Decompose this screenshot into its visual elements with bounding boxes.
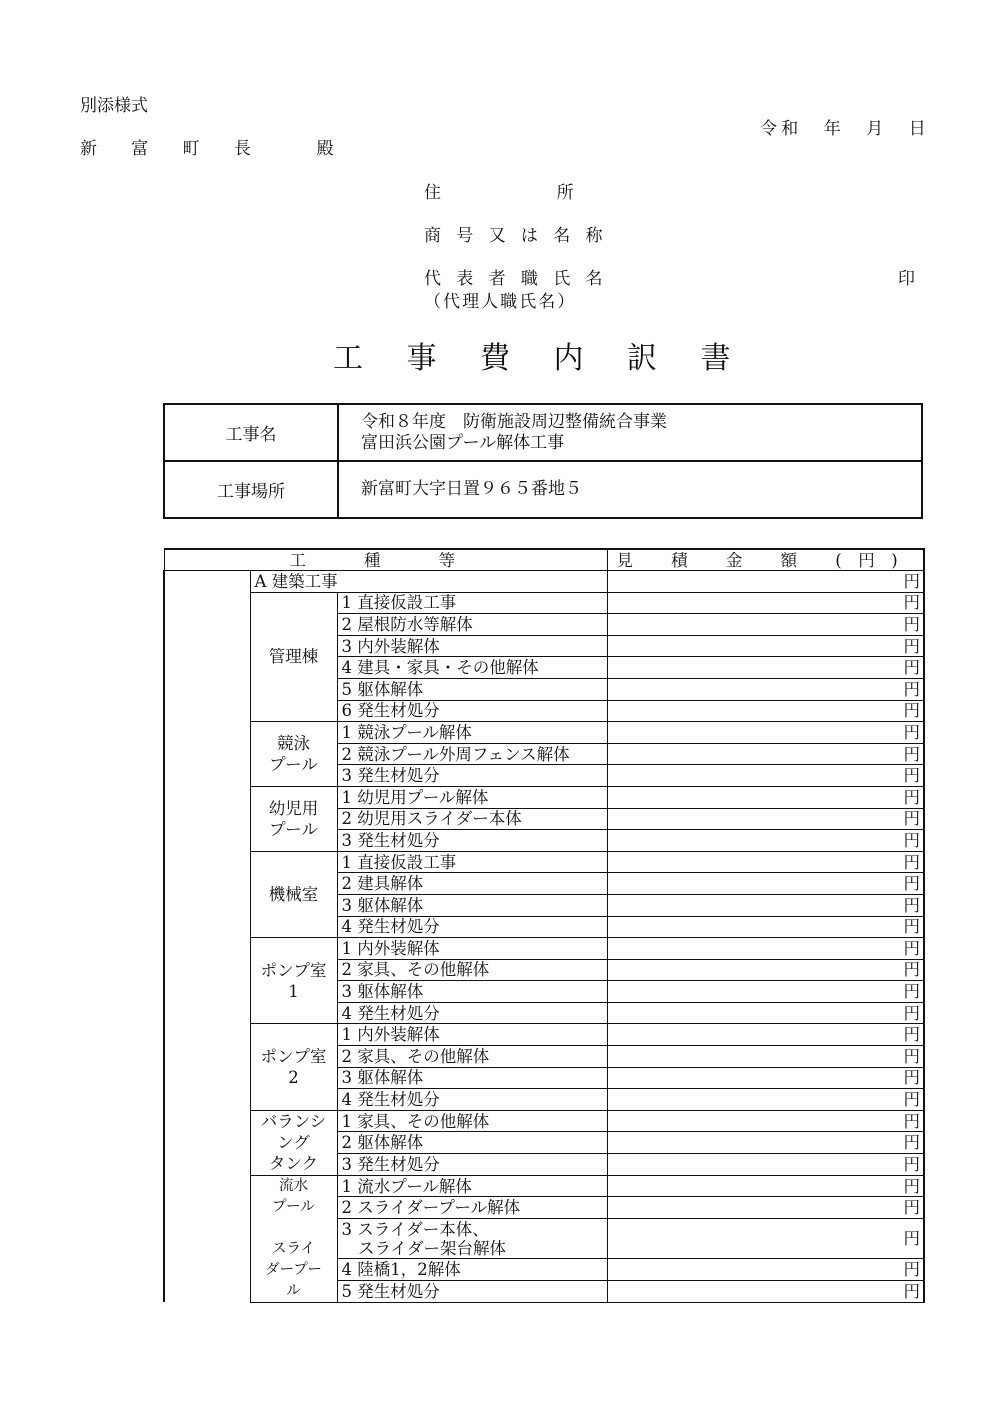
item-amount: 円 bbox=[607, 592, 924, 614]
item-amount: 円 bbox=[607, 1132, 924, 1154]
item-label: 5 躯体解体 bbox=[337, 678, 607, 700]
item-label: 2 建具解体 bbox=[337, 873, 607, 895]
item-label: 4 発生材処分 bbox=[337, 1089, 607, 1111]
addressee: 新 富 町 長 殿 bbox=[80, 139, 349, 159]
item-amount: 円 bbox=[607, 1024, 924, 1046]
item-amount: 円 bbox=[607, 959, 924, 981]
item-label: 4 発生材処分 bbox=[337, 1002, 607, 1024]
page-title: 工事費内訳書 bbox=[333, 341, 774, 376]
group-label: 幼児用 プール bbox=[250, 786, 337, 851]
item-amount: 円 bbox=[607, 1002, 924, 1024]
seal-mark: 印 bbox=[898, 269, 915, 289]
table-row bbox=[164, 786, 924, 808]
group-label: バランシ ング タンク bbox=[250, 1110, 337, 1175]
group-label: ポンプ室 1 bbox=[250, 938, 337, 1024]
item-label: 2 競泳プール外周フェンス解体 bbox=[337, 743, 607, 765]
item-amount: 円 bbox=[607, 830, 924, 852]
item-amount: 円 bbox=[607, 873, 924, 895]
item-label: 1 家具、その他解体 bbox=[337, 1110, 607, 1132]
project-name-value bbox=[338, 404, 922, 461]
item-amount: 円 bbox=[607, 894, 924, 916]
item-label: 3 躯体解体 bbox=[337, 1067, 607, 1089]
item-label: 1 直接仮設工事 bbox=[337, 851, 607, 873]
item-amount: 円 bbox=[607, 722, 924, 744]
item-label: 6 発生材処分 bbox=[337, 700, 607, 722]
item-label: 1 幼児用プール解体 bbox=[337, 786, 607, 808]
item-label: 2 屋根防水等解体 bbox=[337, 614, 607, 636]
item-amount: 円 bbox=[607, 916, 924, 938]
item-label: 1 競泳プール解体 bbox=[337, 722, 607, 744]
section-amount: 円 bbox=[607, 571, 924, 593]
item-label: 1 直接仮設工事 bbox=[337, 592, 607, 614]
item-amount: 円 bbox=[607, 808, 924, 830]
company-label: 商号又は名称 bbox=[424, 226, 618, 246]
item-amount: 円 bbox=[607, 1197, 924, 1219]
item-amount: 円 bbox=[607, 851, 924, 873]
item-amount: 円 bbox=[607, 765, 924, 787]
item-label: 2 躯体解体 bbox=[337, 1132, 607, 1154]
item-amount: 円 bbox=[607, 981, 924, 1003]
project-place-value: 新富町大字日置９６５番地５ bbox=[338, 461, 922, 518]
item-label: 3 発生材処分 bbox=[337, 1154, 607, 1176]
item-label: 3 スライダー本体、 スライダー架台解体 bbox=[337, 1219, 607, 1259]
representative-label: 代表者職氏名 bbox=[424, 269, 618, 289]
item-label: 1 内外装解体 bbox=[337, 938, 607, 960]
item-label: 5 発生材処分 bbox=[337, 1280, 607, 1302]
group-label: 流水 プール スライ ダープー ル bbox=[250, 1175, 337, 1302]
project-place-row bbox=[164, 461, 922, 518]
item-amount: 円 bbox=[607, 1089, 924, 1111]
table-row bbox=[164, 1024, 924, 1046]
project-name-label: 工事名 bbox=[164, 404, 338, 461]
item-label: 1 内外装解体 bbox=[337, 1024, 607, 1046]
cost-table-body bbox=[164, 571, 924, 1303]
group-label: 管理棟 bbox=[250, 592, 337, 722]
item-label: 2 幼児用スライダー本体 bbox=[337, 808, 607, 830]
project-name-line2: 富田浜公園プール解体工事 bbox=[361, 432, 565, 453]
group-label: 競泳 プール bbox=[250, 722, 337, 787]
item-amount: 円 bbox=[607, 614, 924, 636]
table-row bbox=[164, 938, 924, 960]
item-label: 3 発生材処分 bbox=[337, 765, 607, 787]
item-label: 3 発生材処分 bbox=[337, 830, 607, 852]
project-name-line1: 令和８年度 防衛施設周辺整備統合事業 bbox=[361, 411, 667, 432]
item-label: 4 陸橋1，2解体 bbox=[337, 1258, 607, 1280]
item-label: 3 内外装解体 bbox=[337, 635, 607, 657]
item-amount: 円 bbox=[607, 1067, 924, 1089]
item-amount: 円 bbox=[607, 786, 924, 808]
group-label: 機械室 bbox=[250, 851, 337, 937]
table-row bbox=[164, 1110, 924, 1132]
item-amount: 円 bbox=[607, 938, 924, 960]
item-label: 1 流水プール解体 bbox=[337, 1175, 607, 1197]
item-amount: 円 bbox=[607, 1175, 924, 1197]
item-amount: 円 bbox=[607, 1219, 924, 1259]
item-label: 4 発生材処分 bbox=[337, 916, 607, 938]
table-row bbox=[164, 1175, 924, 1197]
item-label: 3 躯体解体 bbox=[337, 981, 607, 1003]
header-amount: 見 積 金 額 (円) bbox=[607, 549, 924, 571]
item-amount: 円 bbox=[607, 635, 924, 657]
table-row bbox=[164, 722, 924, 744]
section-label: A 建築工事 bbox=[250, 571, 607, 593]
form-label: 別添様式 bbox=[80, 96, 148, 116]
item-amount: 円 bbox=[607, 1258, 924, 1280]
section-row bbox=[164, 571, 924, 593]
item-label: 4 建具・家具・その他解体 bbox=[337, 657, 607, 679]
project-name-row bbox=[164, 404, 922, 461]
cost-breakdown-table bbox=[163, 548, 925, 1303]
group-label: ポンプ室 2 bbox=[250, 1024, 337, 1110]
item-label: 2 スライダープール解体 bbox=[337, 1197, 607, 1219]
item-amount: 円 bbox=[607, 1110, 924, 1132]
item-label: 2 家具、その他解体 bbox=[337, 1046, 607, 1068]
date-field: 令和 年 月 日 bbox=[760, 119, 930, 139]
item-amount: 円 bbox=[607, 678, 924, 700]
item-amount: 円 bbox=[607, 743, 924, 765]
lead-blank-cell bbox=[164, 571, 250, 1303]
table-row bbox=[164, 851, 924, 873]
item-label: 3 躯体解体 bbox=[337, 894, 607, 916]
item-amount: 円 bbox=[607, 1280, 924, 1302]
table-row bbox=[164, 592, 924, 614]
item-amount: 円 bbox=[607, 1154, 924, 1176]
address-label: 住 所 bbox=[424, 183, 579, 203]
table-header-row bbox=[164, 549, 924, 571]
agent-label: （代理人職氏名） bbox=[424, 292, 577, 312]
project-info-table bbox=[163, 403, 923, 519]
header-work-type: 工 種 等 bbox=[164, 549, 607, 571]
item-label: 2 家具、その他解体 bbox=[337, 959, 607, 981]
item-amount: 円 bbox=[607, 657, 924, 679]
item-amount: 円 bbox=[607, 1046, 924, 1068]
project-place-label: 工事場所 bbox=[164, 461, 338, 518]
item-amount: 円 bbox=[607, 700, 924, 722]
